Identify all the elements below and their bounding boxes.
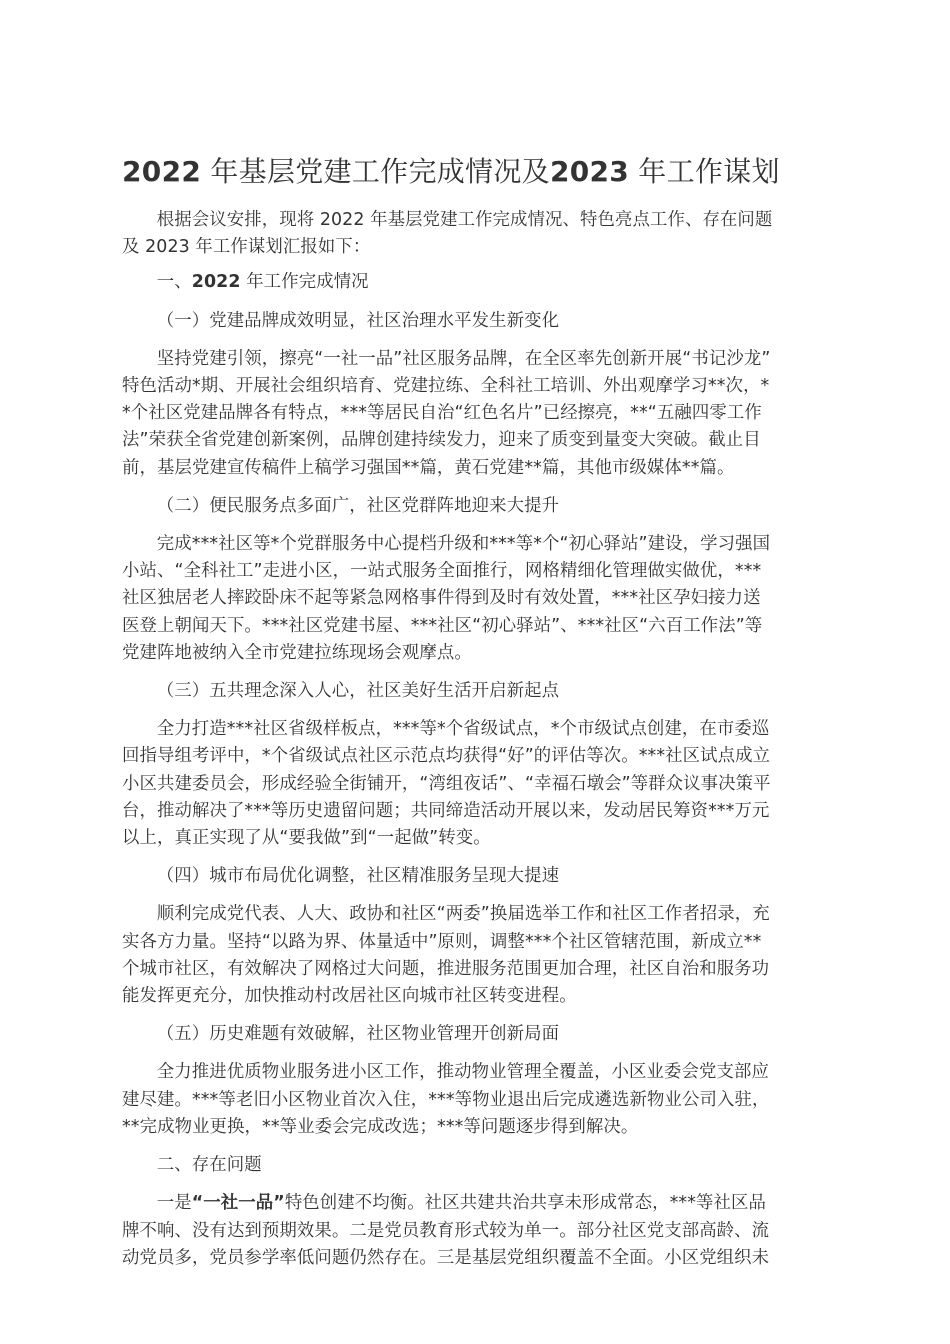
intro-line: 及 2023 年工作谋划汇报如下： <box>122 237 371 258</box>
paragraph-line: 医登上朝闻天下。***社区党建书屋、***社区“初心驿站”、***社区“六百工作法”等 <box>122 615 763 636</box>
section-1-prefix: 一、 <box>156 272 192 293</box>
subsection-5-heading: （五）历史难题有效破解，社区物业管理开创新局面 <box>156 1024 560 1045</box>
paragraph-line: 坚持党建引领，擦亮“一社一品”社区服务品牌，在全区率先创新开展“书记沙龙” <box>156 348 771 369</box>
paragraph-line: 社区独居老人摔跤卧床不起等紧急网格事件得到及时有效处置，***社区孕妇接力送 <box>122 588 761 609</box>
intro-paragraph <box>122 207 838 261</box>
paragraph-line: 完成***社区等*个党群服务中心提档升级和***等*个“初心驿站”建设，学习强国 <box>156 534 771 555</box>
document-body <box>122 207 838 1272</box>
title-year-2022: 2022 <box>122 155 202 188</box>
paragraph-line: 建尽建。***等老旧小区物业首次入住，***等物业退出后完成遴选新物业公司入驻， <box>122 1089 770 1110</box>
paragraph-line: 前，基层党建宣传稿件上稿学习强国**篇，黄石党建**篇，其他市级媒体**篇。 <box>122 457 735 478</box>
paragraph-line <box>122 1190 838 1217</box>
section-2-heading: 二、存在问题 <box>156 1155 262 1176</box>
section-1-suffix: 年工作完成情况 <box>246 272 369 293</box>
paragraph-line: 党建阵地被纳入全市党建拉练现场会观摩点。 <box>122 642 472 663</box>
paragraph-line: 牌不响、没有达到预期效果。二是党员教育形式较为单一。部分社区党支部高龄、流 <box>122 1220 770 1241</box>
brand-name: “一社一品” <box>191 1193 285 1214</box>
subsection-3-heading: （三）五共理念深入人心，社区美好生活开启新起点 <box>156 681 560 702</box>
paragraph-line: 顺利完成党代表、人大、政协和社区“两委”换届选举工作和社区工作者招录，充 <box>156 904 770 925</box>
paragraph-line: 台，推动解决了***等历史遗留问题；共同缔造活动开展以来，发动居民筹资***万元 <box>122 800 770 821</box>
page-title <box>122 152 838 192</box>
subsection-5-paragraph <box>122 1059 838 1141</box>
section-1-year: 2022 <box>191 272 241 293</box>
title-text-2: 年工作谋划 <box>638 155 780 188</box>
paragraph-line: 小区共建委员会，形成经验全街铺开，“湾组夜话”、“幸福石墩会”等群众议事决策平 <box>122 773 771 794</box>
subsection-1-paragraph <box>122 346 838 482</box>
section-1-heading <box>122 269 838 296</box>
paragraph-line: 动党员多，党员参学率低问题仍然存在。三是基层党组织覆盖不全面。小区党组织未 <box>122 1247 770 1268</box>
subsection-4-heading: （四）城市布局优化调整，社区精准服务呈现大提速 <box>156 866 560 887</box>
paragraph-line: *个社区党建品牌各有特点，***等居民自治“红色名片”已经擦亮，**“五融四零工作 <box>122 403 762 424</box>
paragraph-line: 小站、“全科社工”走进小区，一站式服务全面推行，网格精细化管理做实做优，*** <box>122 561 762 582</box>
subsection-4-paragraph <box>122 901 838 1010</box>
paragraph-line: 全力推进优质物业服务进小区工作，推动物业管理全覆盖，小区业委会党支部应 <box>156 1062 769 1083</box>
paragraph-line: 回指导组考评中，*个省级试点社区示范点均获得“好”的评估等次。***社区试点成立 <box>122 746 771 767</box>
line-rest: 特色创建不均衡。社区共建共治共享未形成常态，***等社区品 <box>284 1193 766 1214</box>
paragraph-line: 全力打造***社区省级样板点，***等*个省级试点，*个市级试点创建，在市委巡 <box>156 719 770 740</box>
paragraph-line: 法”荣获全省党建创新案例，品牌创建持续发力，迎来了质变到量变大突破。截止目 <box>122 430 761 451</box>
intro-line: 根据会议安排，现将 2022 年基层党建工作完成情况、特色亮点工作、存在问题 <box>156 210 773 230</box>
paragraph-line: 能发挥更充分，加快推动村改居社区向城市社区转变进程。 <box>122 986 577 1007</box>
section-2-paragraph <box>122 1190 838 1272</box>
title-text-1: 年基层党建工作完成情况及 <box>210 155 550 188</box>
subsection-3-paragraph <box>122 716 838 852</box>
subsection-2-heading: （二）便民服务点多面广，社区党群阵地迎来大提升 <box>156 495 560 516</box>
paragraph-line: 个城市社区，有效解决了网格过大问题，推进服务范围更加合理，社区自治和服务功 <box>122 958 770 979</box>
subsection-2-paragraph <box>122 531 838 667</box>
paragraph-line: **完成物业更换，**等业委会完成改选；***等问题逐步得到解决。 <box>122 1116 639 1137</box>
title-year-2023: 2023 <box>549 155 630 188</box>
subsection-1-heading: （一）党建品牌成效明显，社区治理水平发生新变化 <box>156 310 560 331</box>
paragraph-line: 以上，真正实现了从“要我做”到“一起做”转变。 <box>122 828 491 849</box>
line-prefix: 一是 <box>156 1193 192 1214</box>
paragraph-line: 特色活动*期、开展社会组织培育、党建拉练、全科社工培训、外出观摩学习**次，* <box>122 376 770 397</box>
paragraph-line: 实各方力量。坚持“以路为界、体量适中”原则，调整***个社区管辖范围，新成立** <box>122 931 762 952</box>
